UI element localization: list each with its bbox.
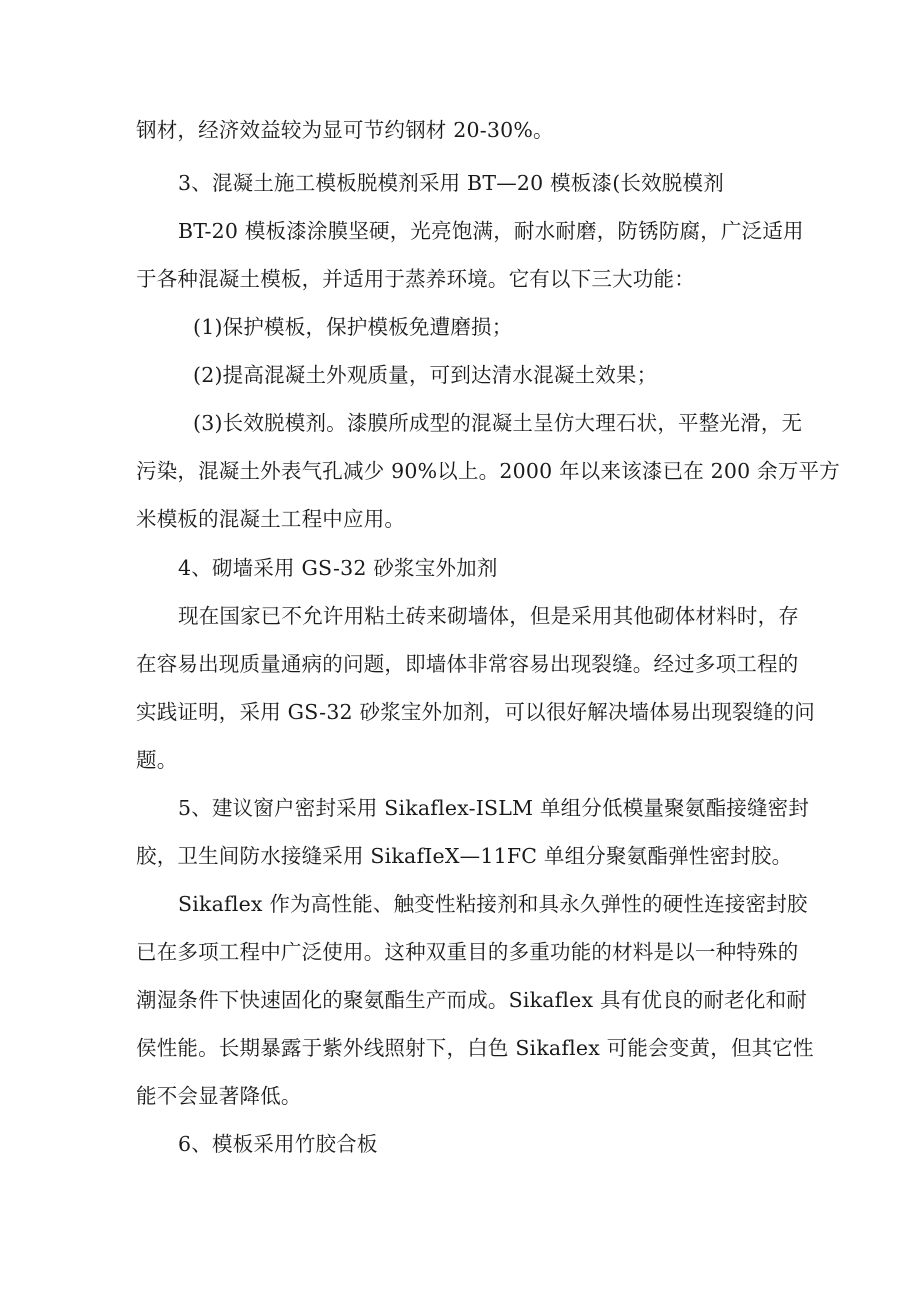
text-line: 米模板的混凝土工程中应用。 — [136, 507, 406, 531]
text-line: Sikaflex 作为高性能、触变性粘接剂和具永久弹性的硬性连接密封胶 — [178, 892, 808, 916]
text-line: 能不会显著降低。 — [136, 1084, 302, 1108]
text-line: 已在多项工程中广泛使用。这种双重目的多重功能的材料是以一种特殊的 — [136, 940, 799, 964]
text-line: 题。 — [136, 748, 178, 772]
list-item-1: (1)保护模板，保护模板免遭磨损； — [193, 315, 513, 339]
text-line: 实践证明，采用 GS-32 砂浆宝外加剂，可以很好解决墙体易出现裂缝的问 — [136, 700, 815, 724]
section-heading-3: 3、混凝土施工模板脱模剂采用 BT—20 模板漆(长效脱模剂 — [178, 171, 724, 195]
text-line: 胶，卫生间防水接缝采用 SikafIeX—11FC 单组分聚氨酯弹性密封胶。 — [136, 844, 793, 868]
text-line: 于各种混凝土模板，并适用于蒸养环境。它有以下三大功能： — [136, 267, 695, 291]
section-heading-6: 6、模板采用竹胶合板 — [178, 1132, 378, 1156]
text-line: BT-20 模板漆涂膜坚硬，光亮饱满，耐水耐磨，防锈防腐，广泛适用 — [178, 219, 804, 243]
text-line: 污染，混凝土外表气孔减少 90%以上。2000 年以来该漆已在 200 余万平方 — [136, 459, 840, 483]
text-line: 钢材，经济效益较为显可节约钢材 20-30%。 — [136, 118, 554, 142]
text-line: 侯性能。长期暴露于紫外线照射下，白色 Sikaflex 可能会变黄，但其它性 — [136, 1036, 814, 1060]
text-line: 现在国家已不允许用粘土砖来砌墙体，但是采用其他砌体材料时，存 — [178, 604, 799, 628]
section-heading-4: 4、砌墙采用 GS-32 砂浆宝外加剂 — [178, 556, 498, 580]
text-line: 在容易出现质量通病的问题，即墙体非常容易出现裂缝。经过多项工程的 — [136, 652, 799, 676]
text-line: 潮湿条件下快速固化的聚氨酯生产而成。Sikaflex 具有优良的耐老化和耐 — [136, 988, 807, 1012]
list-item-2: (2)提高混凝土外观质量，可到达清水混凝土效果； — [193, 363, 658, 387]
section-heading-5: 5、建议窗户密封采用 Sikaflex-ISLM 单组分低模量聚氨酯接缝密封 — [178, 796, 810, 820]
list-item-3: (3)长效脱模剂。漆膜所成型的混凝土呈仿大理石状，平整光滑，无 — [193, 411, 803, 435]
